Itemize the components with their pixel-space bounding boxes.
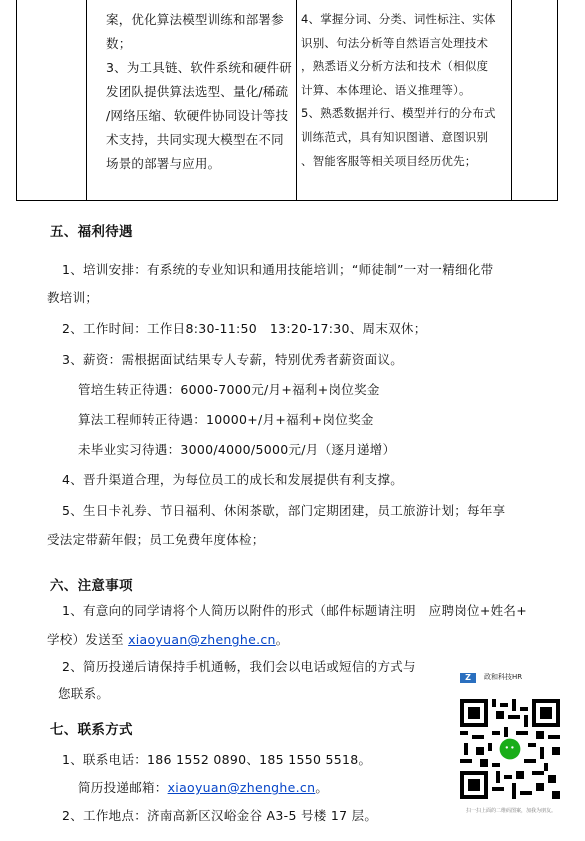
salary-detail: 算法工程师转正待遇：10000+/月+福利+岗位奖金	[78, 412, 374, 427]
section-heading-notes: 六、注意事项	[50, 578, 133, 594]
requirements-cell	[297, 0, 513, 173]
cell-line: 4、掌握分词、分类、词性标注、实体	[301, 12, 496, 26]
cell-line: 识别、句法分析等自然语言处理技术	[301, 35, 489, 50]
contact-phone: 1、联系电话：186 1552 0890、185 1550 5518。	[62, 752, 372, 767]
cell-line: 数；	[106, 36, 132, 51]
benefit-item: 3、薪资：需根据面试结果专人专薪，特别优秀者薪资面议。	[62, 352, 404, 367]
cell-line: 场景的部署与应用。	[106, 156, 221, 171]
cell-line: /网络压缩、软硬件协同设计等技	[106, 108, 289, 123]
qr-code-card	[458, 665, 562, 817]
cell-line: 发团队提供算法选型、量化/稀疏	[106, 84, 289, 99]
cell-line: 计算、本体理论、语义推理等）。	[301, 82, 471, 97]
note-item-continued: 您联系。	[58, 686, 110, 701]
qr-code-image[interactable]	[460, 699, 560, 799]
benefit-item-continued: 受法定带薪年假；员工免费年度体检；	[47, 532, 265, 547]
contact-email-link[interactable]: xiaoyuan@zhenghe.cn	[167, 780, 316, 795]
contact-address: 2、工作地点：济南高新区汉峪金谷 A3-5 号楼 17 层。	[62, 808, 378, 823]
benefit-item: 4、晋升渠道合理，为每位员工的成长和发展提供有利支撑。	[62, 472, 404, 487]
qr-title: 政和科技HR	[484, 673, 523, 681]
note-text: 。	[275, 632, 289, 647]
email-link[interactable]: xiaoyuan@zhenghe.cn	[128, 632, 276, 647]
qr-caption: 扫一扫上面的二维码图案，加我为朋友。	[466, 808, 557, 814]
cell-line: 5、熟悉数据并行、模型并行的分布式	[301, 106, 496, 121]
note-item-continued	[47, 630, 289, 648]
benefit-item: 1、培训安排：有系统的专业知识和通用技能培训；“师徒制”一对一精细化带	[62, 262, 494, 277]
contact-email-line	[78, 778, 328, 796]
contact-email-label: 简历投递邮箱：	[78, 780, 168, 795]
cell-line: 术支持，共同实现大模型在不同	[106, 132, 284, 147]
note-item: 1、有意向的同学请将个人简历以附件的形式（邮件标题请注明 应聘岗位+姓名+	[62, 603, 528, 618]
section-heading-contact: 七、联系方式	[50, 722, 133, 738]
benefit-item-continued: 教培训；	[47, 290, 99, 305]
table-divider	[86, 0, 87, 200]
cell-line: 训练范式，具有知识图谱、意图识别	[301, 129, 489, 144]
salary-detail: 未毕业实习待遇：3000/4000/5000元/月（逐月递增）	[78, 442, 396, 457]
note-text: 学校）发送至	[47, 632, 129, 647]
cell-line: 3、为工具链、软件系统和硬件研	[106, 60, 292, 75]
contact-email-suffix: 。	[315, 780, 329, 795]
cell-line: 、智能客服等相关项目经历优先；	[301, 153, 477, 168]
note-item: 2、简历投递后请保持手机通畅，我们会以电话或短信的方式与	[62, 659, 416, 674]
benefit-item: 5、生日卡礼券、节日福利、休闲茶歇，部门定期团建，员工旅游计划；每年享	[62, 503, 506, 518]
section-heading-benefits: 五、福利待遇	[50, 224, 133, 240]
company-logo-icon: Z	[460, 673, 476, 683]
wechat-icon	[500, 739, 521, 760]
salary-detail: 管培生转正待遇：6000-7000元/月+福利+岗位奖金	[78, 382, 380, 397]
cell-line: ，熟悉语义分析方法和技术（相似度	[301, 59, 489, 74]
cell-line: 案，优化算法模型训练和部署参	[106, 12, 284, 27]
responsibilities-cell	[102, 0, 310, 176]
benefit-item: 2、工作时间：工作日8:30-11:50 13:20-17:30、周末双休；	[62, 321, 427, 336]
